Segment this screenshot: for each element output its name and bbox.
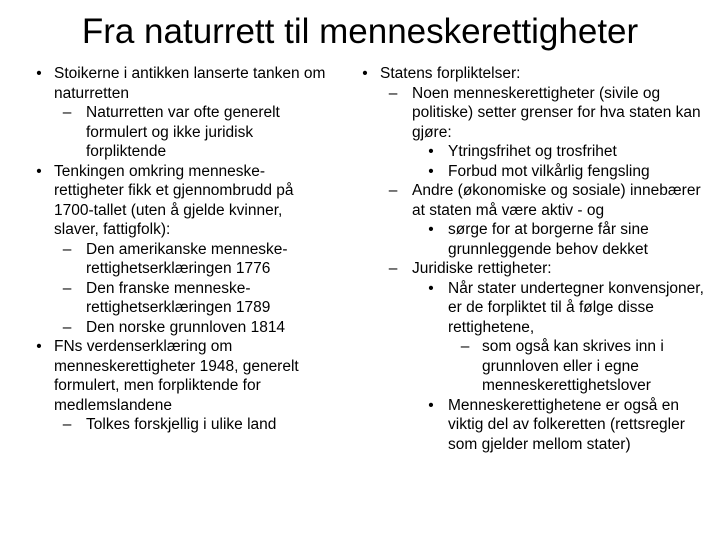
bullet-dash-icon: – [62,416,72,433]
list-item-text: Den norske grunnloven 1814 [86,318,286,336]
list-item [356,279,714,338]
list-item-text: Menneskerettighetene er også en viktig del av folkeretten (rettsregler som gjelder mellom stater) [448,396,685,453]
list-item [356,64,714,84]
bullet-dot-icon: • [428,396,434,414]
list-item-text: Noen menneskerettigheter (sivile og politiske) setter grenser for hva staten kan gjøre: [412,84,701,141]
bullet-dash-icon: – [62,318,72,336]
list-item [30,64,330,103]
list-item-text: Den franske menneske-rettighetserklæringen 1789 [86,279,271,316]
slide-title: Fra naturrett til menneskerettigheter [81,12,639,51]
bullet-dot-icon: • [428,162,434,180]
list-item-text: Når stater undertegner konvensjoner, er de forpliktet til å følge disse rettighetene, [448,279,704,336]
list-item-text: Tenkingen omkring menneske-rettigheter fikk et gjennombrudd på 1700-tallet (uten å gjelde kvinner, slaver, fattigfolk): [54,162,294,238]
bullet-dot-icon: • [428,279,434,297]
right-column [356,64,714,454]
list-item [356,142,714,162]
bullet-dash-icon: – [62,240,72,258]
list-item [356,259,714,279]
bullet-dot-icon: • [428,221,434,238]
list-item [356,162,714,182]
list-item-text: som også kan skrives inn i grunnloven eller i egne menneskerettighetslover [482,338,664,394]
list-item [356,84,714,143]
bullet-dash-icon: – [388,182,398,199]
list-item [30,318,330,338]
list-item-text: Ytringsfrihet og trosfrihet [448,143,617,160]
list-item-text: Juridiske rettigheter: [412,260,552,277]
bullet-dash-icon: – [460,338,470,355]
list-item-text: Tolkes forskjellig i ulike land [86,416,277,433]
list-item-text: Andre (økonomiske og sosiale) innebærer at staten må være aktiv - og [412,182,701,219]
list-item [30,240,330,279]
bullet-dot-icon: • [362,65,368,82]
bullet-dash-icon: – [62,279,72,297]
left-column [30,64,330,435]
list-item [356,220,714,259]
list-item-text: Stoikerne i antikken lanserte tanken om naturretten [54,65,326,102]
list-item [30,415,330,435]
list-item [30,279,330,318]
list-item [356,181,714,220]
list-item [356,337,714,396]
list-item-text: Den amerikanske menneske-rettighetserklæringen 1776 [86,240,288,277]
bullet-dash-icon: – [388,260,398,277]
list-item [30,337,330,415]
list-item [356,396,714,455]
bullet-dash-icon: – [62,104,72,121]
bullet-dash-icon: – [388,84,398,102]
bullet-dot-icon: • [36,338,42,355]
bullet-dot-icon: • [36,162,42,180]
list-item-text: sørge for at borgerne får sine grunnleggende behov dekket [448,221,649,258]
bullet-dot-icon: • [36,65,42,82]
list-item [30,103,330,162]
list-item-text: Forbud mot vilkårlig fengsling [448,162,650,180]
list-item-text: FNs verdenserklæring om menneskerettigheter 1948, generelt formulert, men forpliktende for medlemslandene [54,338,299,414]
list-item-text: Naturretten var ofte generelt formulert og ikke juridisk forpliktende [86,104,280,160]
bullet-dot-icon: • [428,143,434,160]
list-item [30,162,330,240]
list-item-text: Statens forpliktelser: [380,65,521,82]
